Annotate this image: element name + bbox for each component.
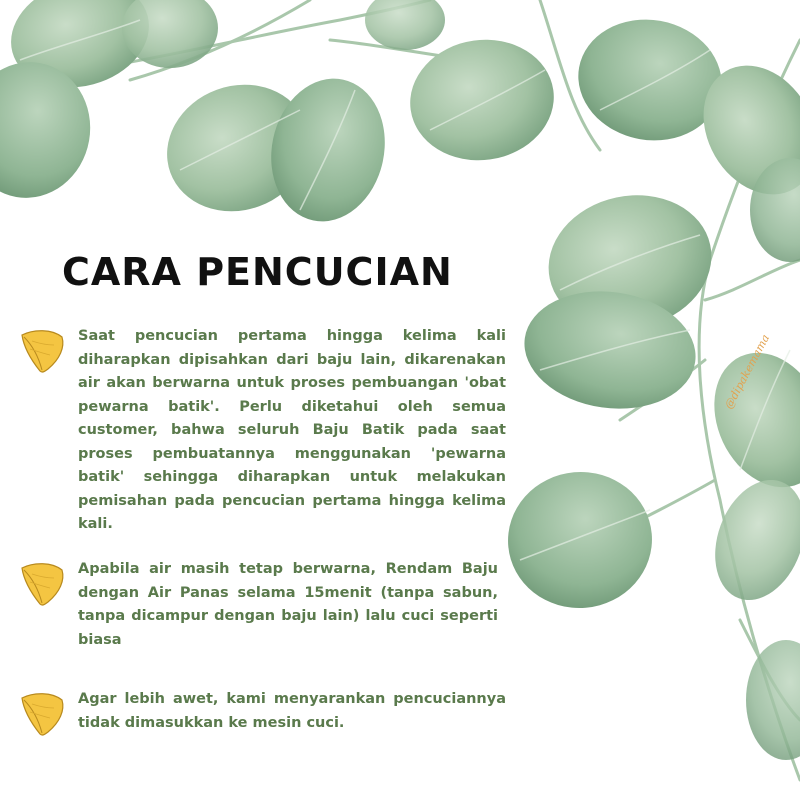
instruction-text: Saat pencucian pertama hingga kelima kali diharapkan dipisahkan dari baju lain, dikarenakan air akan berwarna untuk proses pembuangan 'obat pewarna batik'. Perlu diketahui oleh semua customer, bahwa seluruh Baju Batik pada saat proses pembuatannya menggunakan 'pewarna batik' sehingga diharapkan untuk melakukan pemisahan pada pencucian pertama hingga kelima kali. [78,328,506,532]
eucalyptus-leaf-icon-right [502,180,800,760]
bodhi-leaf-icon [18,558,68,608]
watermark: @dipakemama [722,332,773,412]
page-title: CARA PENCUCIAN [62,250,453,294]
instruction-text: Apabila air masih tetap berwarna, Rendam Baju dengan Air Panas selama 15menit (tanpa sabun, tanpa dicampur dengan baju lain) lalu cuci seperti biasa [78,561,498,648]
list-item [18,558,498,652]
list-item [18,325,506,537]
list-item [18,688,506,738]
instruction-text: Agar lebih awet, kami menyarankan pencuciannya tidak dimasukkan ke mesin cuci. [78,691,506,731]
bodhi-leaf-icon [18,325,68,375]
bodhi-leaf-icon [18,688,68,738]
